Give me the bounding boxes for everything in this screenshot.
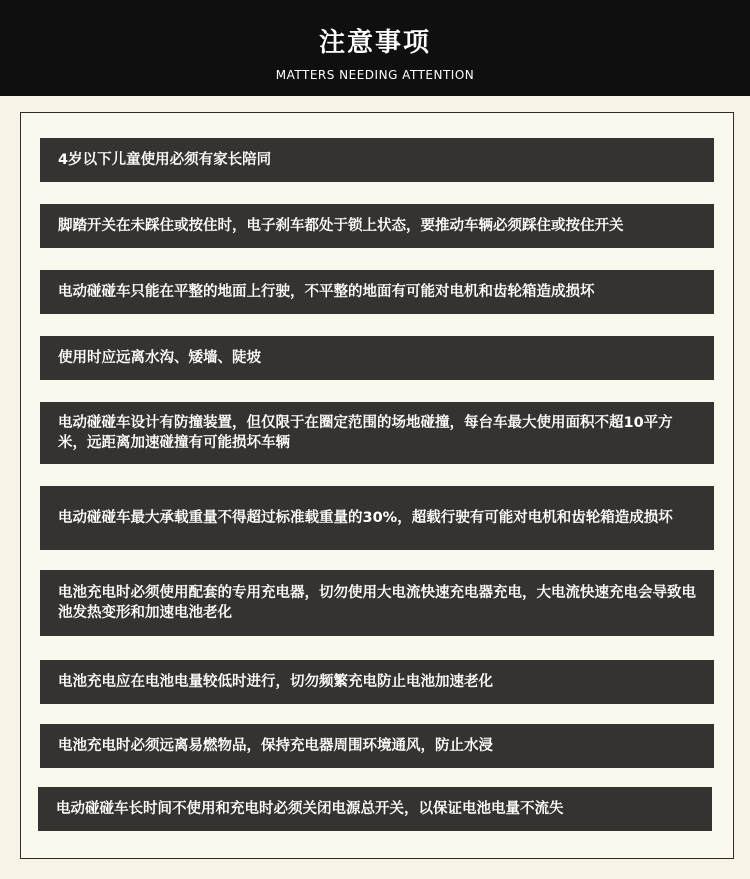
notice-item-7: [40, 570, 714, 636]
notice-item-6: [40, 486, 714, 550]
notice-item-10: [38, 787, 712, 831]
notice-item-text: 电动碰碰车设计有防撞装置，但仅限于在圈定范围的场地碰撞，每台车最大使用面积不超10平方米，远距离加速碰撞有可能损坏车辆: [58, 415, 673, 451]
page-subtitle: MATTERS NEEDING ATTENTION: [275, 68, 475, 82]
notice-item-3: [40, 270, 714, 314]
notice-item-text: 电池充电应在电池电量较低时进行，切勿频繁充电防止电池加速老化: [58, 674, 493, 690]
notice-item-text: 电动碰碰车只能在平整的地面上行驶，不平整的地面有可能对电机和齿轮箱造成损坏: [58, 284, 595, 300]
notice-item-text: 使用时应远离水沟、矮墙、陡坡: [58, 350, 261, 366]
notice-item-text: 4岁以下儿童使用必须有家长陪同: [58, 152, 272, 168]
notice-item-text: 电动碰碰车最大承载重量不得超过标准载重量的30%，超载行驶有可能对电机和齿轮箱造成损坏: [58, 510, 673, 526]
notice-item-9: [40, 724, 714, 768]
page-title: 注意事项: [318, 28, 431, 58]
notice-item-2: [40, 204, 714, 248]
notice-item-5: [40, 402, 714, 464]
notice-item-text: 脚踏开关在未踩住或按住时，电子刹车都处于锁上状态，要推动车辆必须踩住或按住开关: [58, 218, 624, 234]
notice-item-text: 电动碰碰车长时间不使用和充电时必须关闭电源总开关，以保证电池电量不流失: [56, 801, 564, 817]
notice-item-1: [40, 138, 714, 182]
notice-item-4: [40, 336, 714, 380]
header-banner: [0, 0, 750, 96]
notice-item-text: 电池充电时必须使用配套的专用充电器，切勿使用大电流快速充电器充电，大电流快速充电会导致电池发热变形和加速电池老化: [58, 585, 696, 621]
notice-item-8: [40, 660, 714, 704]
notice-item-text: 电池充电时必须远离易燃物品，保持充电器周围环境通风，防止水浸: [58, 738, 493, 754]
